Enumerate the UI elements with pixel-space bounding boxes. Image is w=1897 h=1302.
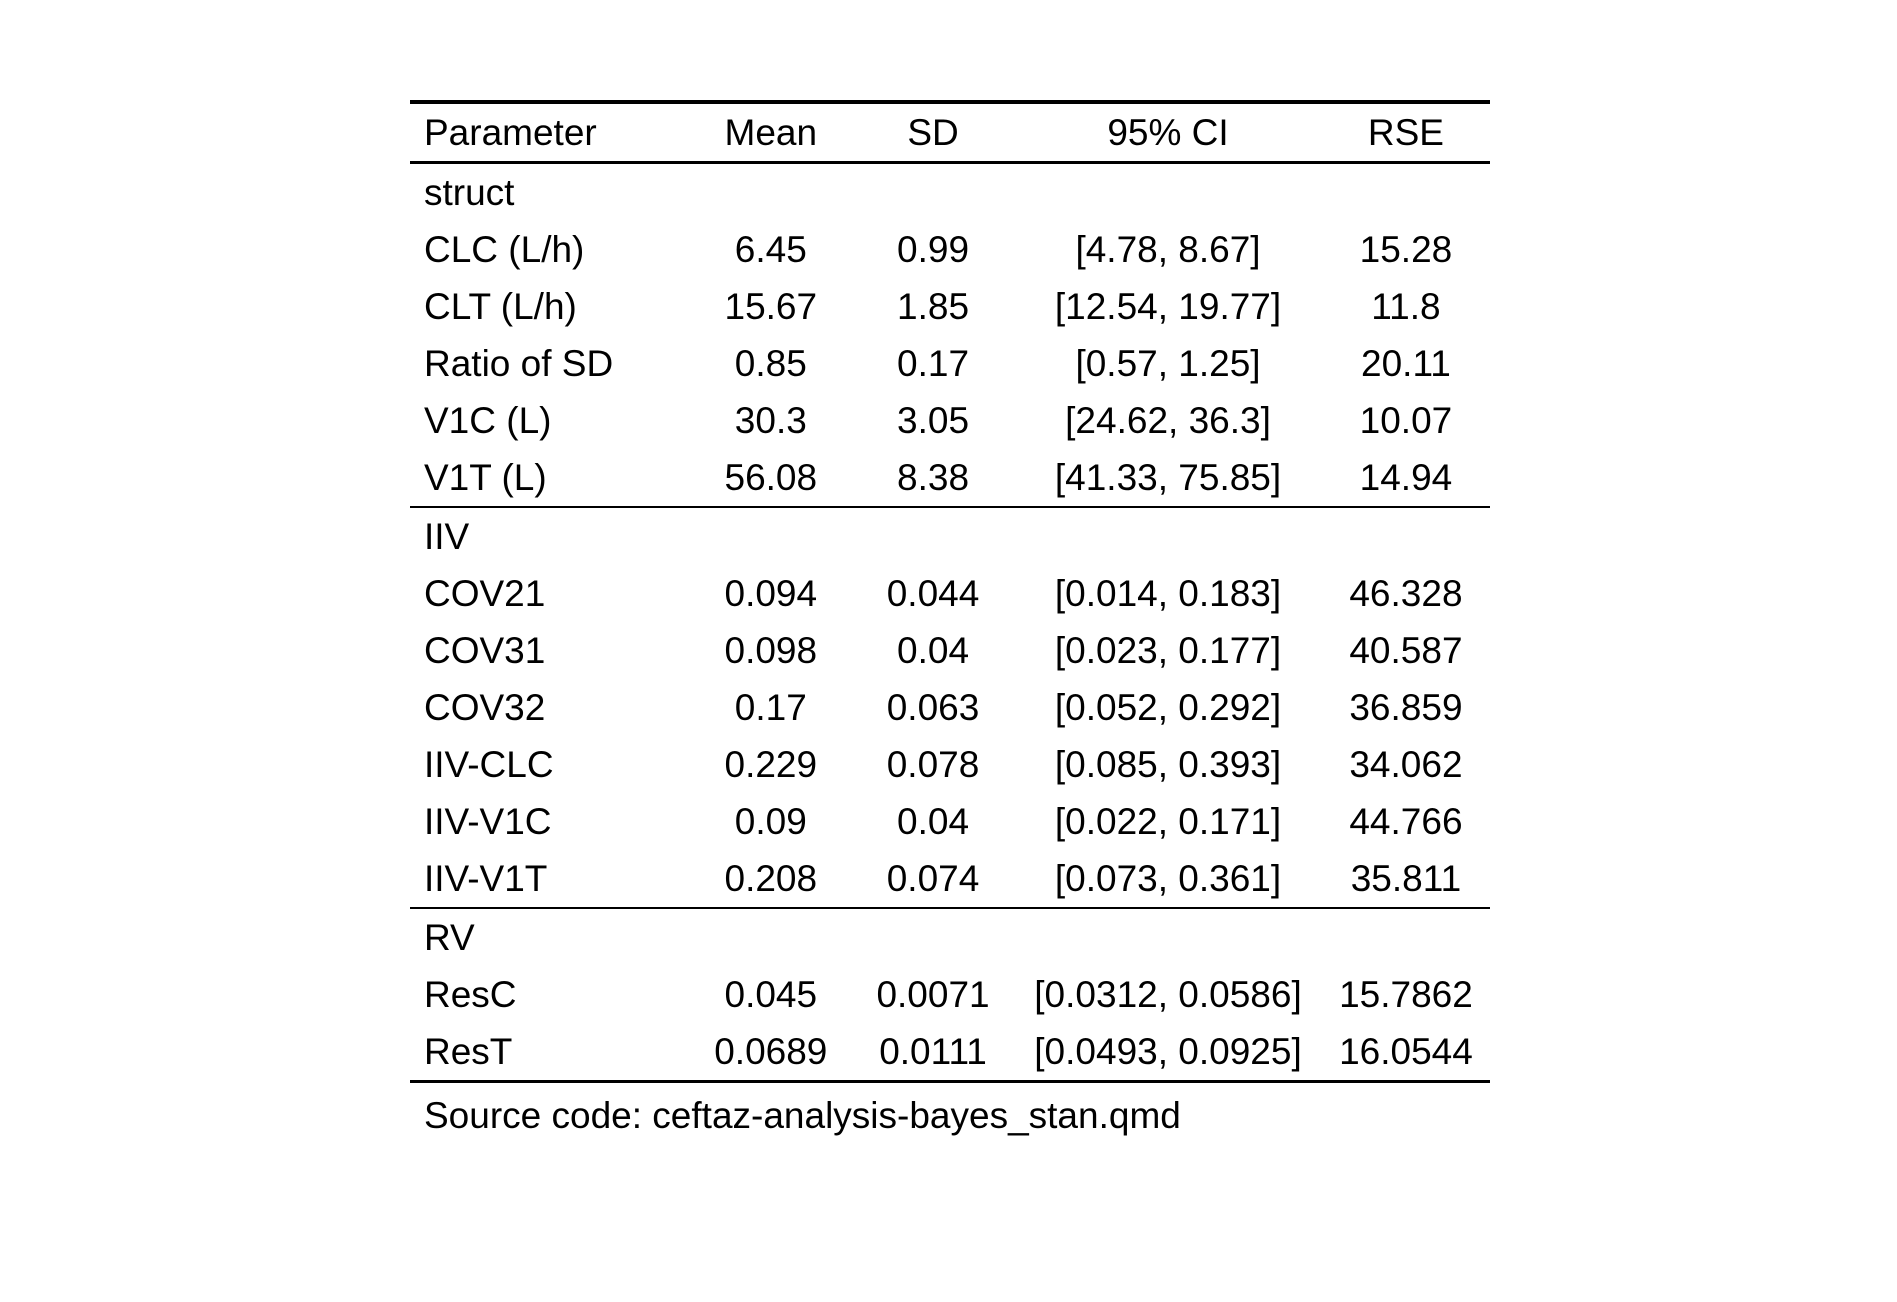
group-label-rv: RV bbox=[410, 908, 690, 966]
cell-parameter: CLC (L/h) bbox=[424, 229, 585, 270]
parameter-estimates-table bbox=[410, 100, 1490, 1144]
group-header-spacer-sd bbox=[852, 163, 1014, 222]
cell-mean: 0.098 bbox=[724, 630, 818, 671]
cell-parameter: COV21 bbox=[424, 573, 546, 614]
cell-mean: 0.094 bbox=[724, 573, 818, 614]
cell-sd: 0.04 bbox=[897, 801, 970, 842]
cell-rse: 14.94 bbox=[1359, 457, 1453, 498]
group-header-spacer-mean bbox=[690, 163, 852, 222]
cell-parameter: COV31 bbox=[424, 630, 546, 671]
cell-ci: [41.33, 75.85] bbox=[1054, 457, 1282, 498]
group-header-spacer-ci bbox=[1014, 908, 1322, 966]
table-row bbox=[410, 793, 1490, 850]
table-head bbox=[410, 102, 1490, 163]
cell-ci: [4.78, 8.67] bbox=[1075, 229, 1261, 270]
cell-parameter: IIV-V1C bbox=[424, 801, 552, 842]
cell-sd: 0.17 bbox=[897, 343, 970, 384]
cell-rse: 46.328 bbox=[1349, 573, 1463, 614]
group-header-row bbox=[410, 507, 1490, 565]
cell-rse: 10.07 bbox=[1359, 400, 1453, 441]
cell-sd: 1.85 bbox=[897, 286, 970, 327]
table-row bbox=[410, 966, 1490, 1023]
cell-sd: 0.044 bbox=[886, 573, 980, 614]
cell-ci: [0.022, 0.171] bbox=[1054, 801, 1282, 842]
cell-parameter: ResT bbox=[424, 1031, 513, 1072]
column-header-parameter: Parameter bbox=[410, 102, 690, 163]
table-row bbox=[410, 850, 1490, 908]
cell-rse: 16.0544 bbox=[1339, 1031, 1473, 1072]
cell-rse: 40.587 bbox=[1349, 630, 1463, 671]
cell-mean: 56.08 bbox=[724, 457, 818, 498]
cell-parameter: CLT (L/h) bbox=[424, 286, 577, 327]
table-row bbox=[410, 335, 1490, 392]
table-row bbox=[410, 221, 1490, 278]
group-label-struct: struct bbox=[424, 172, 515, 213]
group-header-row bbox=[410, 908, 1490, 966]
group-header-spacer-rse bbox=[1322, 163, 1490, 222]
cell-rse: 35.811 bbox=[1350, 858, 1462, 899]
cell-ci: [24.62, 36.3] bbox=[1065, 400, 1271, 441]
cell-sd: 0.063 bbox=[886, 687, 980, 728]
cell-rse: 36.859 bbox=[1349, 687, 1463, 728]
cell-mean: 0.09 bbox=[734, 801, 807, 842]
cell-rse: 15.7862 bbox=[1339, 974, 1473, 1015]
cell-sd: 0.99 bbox=[897, 229, 970, 270]
cell-rse: 34.062 bbox=[1349, 744, 1463, 785]
cell-ci: [0.052, 0.292] bbox=[1054, 687, 1282, 728]
table-row bbox=[410, 565, 1490, 622]
cell-ci: [0.023, 0.177] bbox=[1054, 630, 1282, 671]
cell-sd: 8.38 bbox=[897, 457, 970, 498]
cell-mean: 0.0689 bbox=[714, 1031, 828, 1072]
cell-rse: 11.8 bbox=[1371, 286, 1441, 327]
parameter-table-container bbox=[410, 100, 1490, 1144]
cell-ci: [0.085, 0.393] bbox=[1054, 744, 1282, 785]
table-foot bbox=[410, 1082, 1490, 1145]
cell-parameter: V1T (L) bbox=[424, 457, 547, 498]
column-header-ci: 95% CI bbox=[1014, 102, 1322, 163]
cell-sd: 3.05 bbox=[897, 400, 970, 441]
table-row bbox=[410, 736, 1490, 793]
cell-ci: [0.0312, 0.0586] bbox=[1034, 974, 1302, 1015]
group-header-spacer-mean bbox=[690, 507, 852, 565]
cell-parameter: Ratio of SD bbox=[424, 343, 614, 384]
cell-mean: 0.045 bbox=[724, 974, 818, 1015]
group-header-spacer-sd bbox=[852, 507, 1014, 565]
cell-parameter: IIV-CLC bbox=[424, 744, 554, 785]
group-header-spacer-rse bbox=[1322, 908, 1490, 966]
cell-parameter: V1C (L) bbox=[424, 400, 552, 441]
cell-parameter: IIV-V1T bbox=[424, 858, 548, 899]
cell-ci: [0.0493, 0.0925] bbox=[1034, 1031, 1302, 1072]
table-header-row bbox=[410, 102, 1490, 163]
table-body bbox=[410, 163, 1490, 1082]
table-row bbox=[410, 622, 1490, 679]
column-header-sd: SD bbox=[852, 102, 1014, 163]
cell-ci: [0.014, 0.183] bbox=[1054, 573, 1282, 614]
footnote-row bbox=[410, 1082, 1490, 1145]
cell-rse: 44.766 bbox=[1349, 801, 1463, 842]
cell-ci: [0.073, 0.361] bbox=[1054, 858, 1282, 899]
cell-mean: 0.85 bbox=[734, 343, 807, 384]
cell-sd: 0.0071 bbox=[876, 974, 990, 1015]
cell-mean: 6.45 bbox=[734, 229, 807, 270]
table-row bbox=[410, 449, 1490, 507]
table-row bbox=[410, 392, 1490, 449]
column-header-mean: Mean bbox=[690, 102, 852, 163]
cell-mean: 15.67 bbox=[724, 286, 818, 327]
table-row bbox=[410, 278, 1490, 335]
cell-sd: 0.04 bbox=[897, 630, 970, 671]
cell-mean: 30.3 bbox=[734, 400, 807, 441]
cell-ci: [12.54, 19.77] bbox=[1054, 286, 1282, 327]
cell-rse: 15.28 bbox=[1359, 229, 1453, 270]
group-header-spacer-sd bbox=[852, 908, 1014, 966]
group-header-spacer-ci bbox=[1014, 163, 1322, 222]
group-header-row bbox=[410, 163, 1490, 222]
cell-mean: 0.208 bbox=[724, 858, 818, 899]
cell-mean: 0.229 bbox=[724, 744, 818, 785]
cell-parameter: COV32 bbox=[424, 687, 546, 728]
group-label-iiv: IIV bbox=[410, 507, 690, 565]
group-header-spacer-mean bbox=[690, 908, 852, 966]
cell-mean: 0.17 bbox=[734, 687, 807, 728]
cell-ci: [0.57, 1.25] bbox=[1075, 343, 1261, 384]
column-header-rse: RSE bbox=[1322, 102, 1490, 163]
group-header-spacer-ci bbox=[1014, 507, 1322, 565]
group-header-spacer-rse bbox=[1322, 507, 1490, 565]
cell-rse: 20.11 bbox=[1361, 343, 1451, 384]
cell-sd: 0.0111 bbox=[879, 1031, 987, 1072]
source-code-footnote: Source code: ceftaz-analysis-bayes_stan.qmd bbox=[410, 1082, 1490, 1145]
cell-sd: 0.074 bbox=[886, 858, 980, 899]
cell-sd: 0.078 bbox=[886, 744, 980, 785]
table-row bbox=[410, 1023, 1490, 1082]
cell-parameter: ResC bbox=[424, 974, 517, 1015]
table-row bbox=[410, 679, 1490, 736]
